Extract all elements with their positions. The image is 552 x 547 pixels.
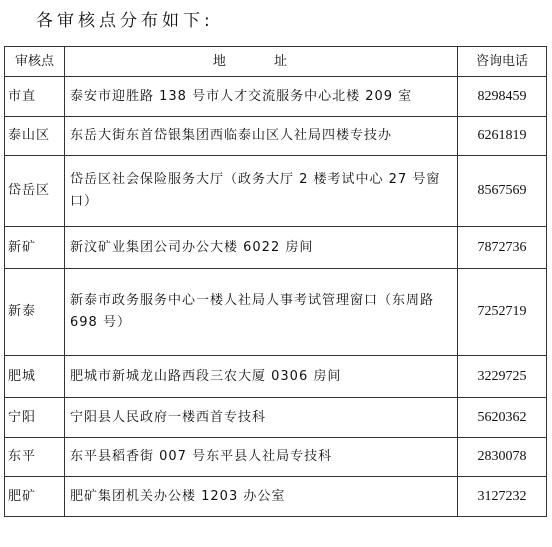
region-cell: 市直 xyxy=(5,77,65,117)
phone-cell: 7252719 xyxy=(458,269,547,356)
table-row xyxy=(5,156,547,227)
address-cell: 东岳大街东首岱银集团西临泰山区人社局四楼专技办 xyxy=(65,117,458,156)
phone-cell: 3127232 xyxy=(458,477,547,517)
phone-cell: 5620362 xyxy=(458,398,547,438)
address-cell: 东平县稻香街 007 号东平县人社局专技科 xyxy=(65,438,458,477)
table-row xyxy=(5,356,547,398)
region-cell: 泰山区 xyxy=(5,117,65,156)
phone-cell: 8298459 xyxy=(458,77,547,117)
phone-cell: 8567569 xyxy=(458,156,547,227)
table-row xyxy=(5,117,547,156)
address-cell: 新汶矿业集团公司办公大楼 6022 房间 xyxy=(65,227,458,269)
address-cell: 泰安市迎胜路 138 号市人才交流服务中心北楼 209 室 xyxy=(65,77,458,117)
address-cell: 肥矿集团机关办公楼 1203 办公室 xyxy=(65,477,458,517)
phone-cell: 2830078 xyxy=(458,438,547,477)
address-cell: 新泰市政务服务中心一楼人社局人事考试管理窗口（东周路 698 号） xyxy=(65,269,458,356)
table-row xyxy=(5,269,547,356)
review-sites-table xyxy=(4,46,547,517)
header-phone: 咨询电话 xyxy=(458,47,547,77)
region-cell: 宁阳 xyxy=(5,398,65,438)
phone-cell: 7872736 xyxy=(458,227,547,269)
table-row xyxy=(5,438,547,477)
table-row xyxy=(5,477,547,517)
page-heading: 各审核点分布如下: xyxy=(36,11,214,31)
region-cell: 肥矿 xyxy=(5,477,65,517)
address-cell: 肥城市新城龙山路西段三农大厦 0306 房间 xyxy=(65,356,458,398)
table-header-row xyxy=(5,47,547,77)
phone-cell: 6261819 xyxy=(458,117,547,156)
header-region: 审核点 xyxy=(5,47,65,77)
region-cell: 岱岳区 xyxy=(5,156,65,227)
region-cell: 新矿 xyxy=(5,227,65,269)
address-cell: 宁阳县人民政府一楼西首专技科 xyxy=(65,398,458,438)
region-cell: 肥城 xyxy=(5,356,65,398)
region-cell: 东平 xyxy=(5,438,65,477)
header-address: 地 址 xyxy=(65,47,458,77)
region-cell: 新泰 xyxy=(5,269,65,356)
address-cell: 岱岳区社会保险服务大厅（政务大厅 2 楼考试中心 27 号窗口） xyxy=(65,156,458,227)
table-row xyxy=(5,77,547,117)
table-row xyxy=(5,398,547,438)
phone-cell: 3229725 xyxy=(458,356,547,398)
table-row xyxy=(5,227,547,269)
